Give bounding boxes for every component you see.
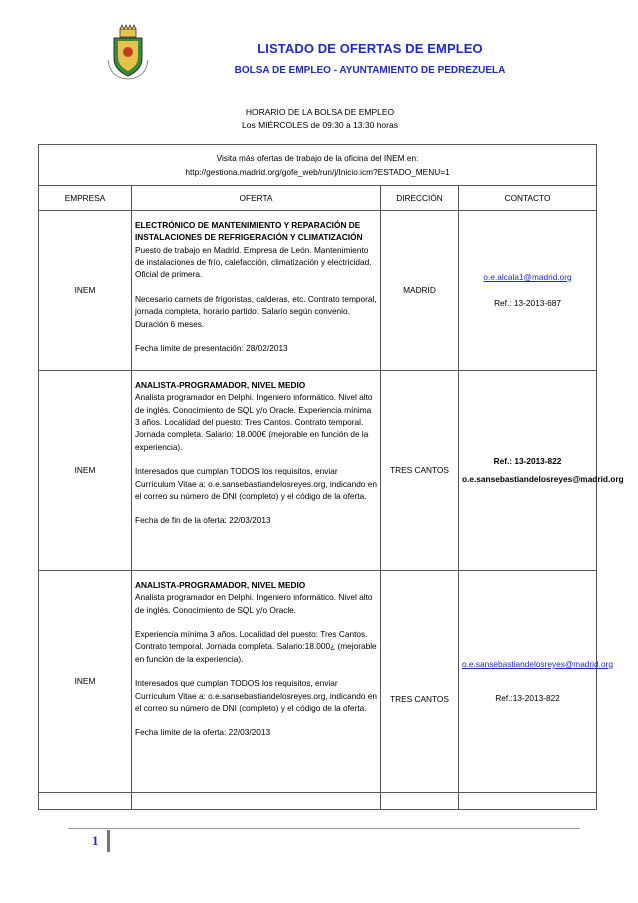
- direccion-text: TRES CANTOS: [390, 694, 449, 705]
- empty-cell: [39, 792, 132, 809]
- direccion-cell: [381, 570, 459, 792]
- oferta-cell: [132, 570, 381, 792]
- schedule-block: [150, 106, 490, 132]
- contacto-cell: [459, 570, 613, 792]
- col-header-empresa: EMPRESA: [39, 185, 132, 210]
- empresa-cell: INEM: [39, 370, 132, 570]
- page-number-bar: [107, 830, 110, 852]
- col-header-oferta: OFERTA: [132, 185, 381, 210]
- table-row: [39, 370, 597, 570]
- oferta-cell: [132, 210, 381, 370]
- col-header-direccion: DIRECCIÓN: [381, 185, 459, 210]
- oferta-cell: [132, 370, 381, 570]
- page-number: 1: [92, 833, 99, 848]
- offer-title: ANALISTA-PROGRAMADOR, NIVEL MEDIO: [135, 379, 306, 390]
- contact-reference: Ref.: 13-2013-687: [494, 298, 561, 309]
- job-offers-table: [38, 144, 624, 810]
- contact-reference: Ref.: 13-2013-822: [493, 455, 562, 466]
- contact-reference: Ref.:13-2013-822: [495, 693, 560, 704]
- info-cell: [39, 145, 597, 186]
- contact-email-link[interactable]: o.e.alcala1@madrid.org: [483, 271, 572, 282]
- contact-email: o.e.sansebastiandelosreyes@madrid.org: [462, 474, 624, 485]
- table-row: [39, 570, 597, 792]
- offer-deadline: Fecha de fin de la oferta: 22/03/2013: [135, 515, 271, 526]
- offer-application: Interesados que cumplan TODOS los requisitos, enviar Currículum Vitae a: o.e.sansebastiandelosreyes.org, indicando en el correo su número de DNI (completo) y el código de la oferta.: [135, 678, 377, 714]
- offer-title: ANALISTA-PROGRAMADOR, NIVEL MEDIO: [135, 579, 306, 590]
- direccion-cell: MADRID: [381, 210, 459, 370]
- empresa-cell: INEM: [39, 210, 132, 370]
- offer-description: Puesto de trabajo en Madrid. Empresa de León. Mantenimiento de instalaciones de frío, calefacción, climatización y electricidad. Oficial de primera.: [135, 244, 372, 280]
- direccion-cell: TRES CANTOS: [381, 370, 459, 570]
- schedule-heading: HORARIO DE LA BOLSA DE EMPLEO: [245, 107, 395, 117]
- document-subtitle: BOLSA DE EMPLEO - AYUNTAMIENTO DE PEDREZUELA: [234, 65, 506, 76]
- empty-cell: [132, 792, 381, 809]
- table-header-row: [39, 185, 597, 210]
- empty-row: [39, 792, 597, 809]
- offer-description: Analista programador en Delphi. Ingeniero informático. Nivel alto de inglés. Conocimiento de SQL y/o Oracle. Experiencia mínima 3 años. Localidad del puesto: Tres Cantos. Contrato temporal. Jornada completa. Salario: 18.000€ (mejorable en función de la experiencia).: [135, 392, 373, 452]
- table-row: [39, 210, 597, 370]
- offer-deadline: Fecha límite de presentación: 28/02/2013: [135, 343, 288, 354]
- municipal-crest-logo: [106, 24, 150, 80]
- col-header-contacto: CONTACTO: [459, 185, 597, 210]
- offer-requirements: Necesario carnets de frigoristas, calderas, etc. Contrato temporal, jornada completa, horario partido. Salario según convenio. Duración 6 meses.: [135, 293, 377, 329]
- inem-link[interactable]: http://gestiona.madrid.org/gofe_web/run/j/Inicio.icm?ESTADO_MENU=1: [185, 167, 450, 178]
- empty-cell: [381, 792, 459, 809]
- contacto-cell: [459, 370, 624, 570]
- offer-title: ELECTRÓNICO DE MANTENIMIENTO Y REPARACIÓN DE INSTALACIONES DE REFRIGERACIÓN Y CLIMATIZACIÓN: [135, 219, 363, 243]
- schedule-hours: Los MIÉRCOLES de 09:30 a 13:30 horas: [242, 120, 398, 130]
- info-text: Visita más ofertas de trabajo de la oficina del INEM en:: [216, 153, 419, 163]
- info-row: [39, 145, 597, 186]
- offer-conditions: Experiencia mínima 3 años. Localidad del puesto: Tres Cantos. Contrato temporal. Jornada completa. Salario:18.000¿ (mejorable en función de la experiencia).: [135, 629, 377, 664]
- contacto-cell: [459, 210, 597, 370]
- empty-cell: [459, 792, 597, 809]
- offer-description: Analista programador en Delphi. Ingeniero informático. Nivel alto de inglés. Conocimiento de SQL y/o Oracle.: [135, 592, 373, 615]
- contact-email-link[interactable]: o.e.sansebastiandelosreyes@madrid.org: [462, 658, 613, 669]
- empresa-cell: INEM: [39, 570, 132, 792]
- offer-application: Interesados que cumplan TODOS los requisitos, enviar Currículum Vitae a: o.e.sansebastiandelosreyes.org, indicando en el correo su número de DNI (completo) y el código de la oferta.: [135, 466, 377, 502]
- offer-deadline: Fecha límite de la oferta: 22/03/2013: [135, 727, 271, 738]
- document-title: LISTADO DE OFERTAS DE EMPLEO: [257, 41, 483, 56]
- footer-divider: [68, 828, 580, 829]
